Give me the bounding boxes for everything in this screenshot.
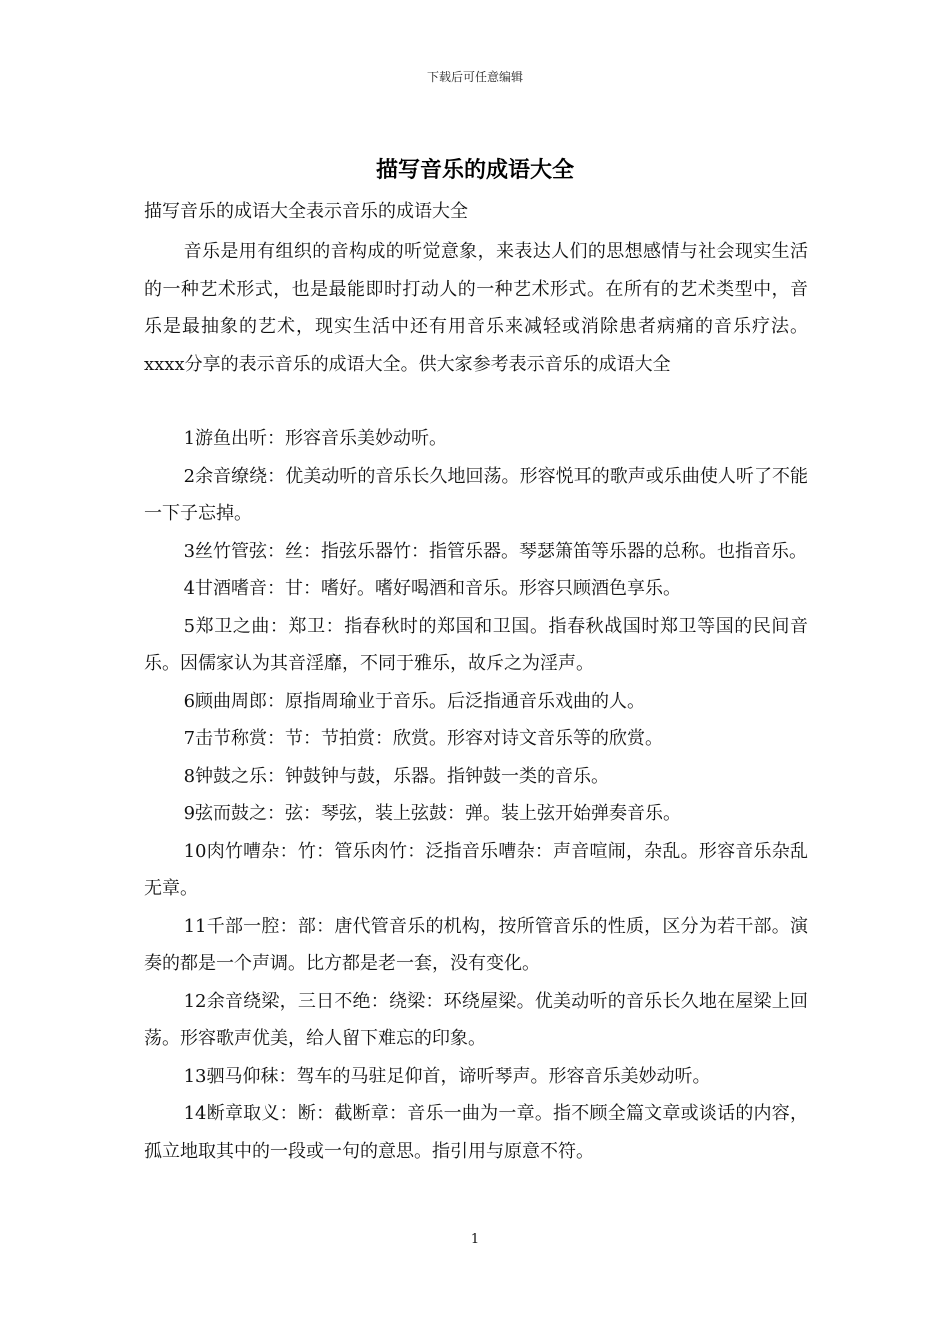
header-note: 下载后可任意编辑 [426,70,523,84]
intro-paragraph: 音乐是用有组织的音构成的听觉意象，来表达人们的思想感情与社会现实生活的一种艺术形式，也是最能即时打动人的一种艺术形式。在所有的艺术类型中，音乐是最抽象的艺术，现实生活中还有用音乐来减轻或消除患者病痛的音乐疗法。xxxx分享的表示音乐的成语大全。供大家参考表示音乐的成语大全 [144,241,808,375]
idiom-item: 1游鱼出听：形容音乐美妙动听。 [183,428,448,449]
idiom-item: 14断章取义：断：截断章：音乐一曲为一章。指不顾全篇文章或谈话的内容，孤立地取其中的一段或一句的意思。指引用与原意不符。 [144,1103,808,1162]
idiom-item: 5郑卫之曲：郑卫：指春秋时的郑国和卫国。指春秋战国时郑卫等国的民间音乐。因儒家认为其音淫靡，不同于雅乐，故斥之为淫声。 [144,615,808,674]
paragraph-gap [144,383,808,420]
idiom-item: 9弦而鼓之：弦：琴弦，装上弦鼓：弹。装上弦开始弹奏音乐。 [183,803,682,824]
idiom-item: 10肉竹嘈杂：竹：管乐肉竹：泛指音乐嘈杂：声音喧闹，杂乱。形容音乐杂乱无章。 [144,840,808,899]
idiom-item: 4甘酒嗜音：甘：嗜好。嗜好喝酒和音乐。形容只顾酒色享乐。 [183,578,682,599]
idiom-item: 13驷马仰秣：驾车的马驻足仰首，谛听琴声。形容音乐美妙动听。 [183,1065,711,1087]
idiom-item: 11千部一腔：部：唐代管音乐的机构，按所管音乐的性质，区分为若干部。演奏的都是一个声调。比方都是老一套，没有变化。 [144,915,808,974]
idiom-item: 6顾曲周郎：原指周瑜业于音乐。后泛指通音乐戏曲的人。 [183,690,646,712]
idiom-item: 2余音缭绕：优美动听的音乐长久地回荡。形容悦耳的歌声或乐曲使人听了不能一下子忘掉。 [144,465,808,524]
subtitle: 描写音乐的成语大全表示音乐的成语大全 [144,201,468,222]
idiom-item: 3丝竹管弦：丝：指弦乐器竹：指管乐器。琴瑟箫笛等乐器的总称。也指音乐。 [183,540,808,562]
idiom-item: 7击节称赏：节：节拍赏：欣赏。形容对诗文音乐等的欣赏。 [183,728,664,749]
idiom-item: 12余音绕梁，三日不绝：绕梁：环绕屋梁。优美动听的音乐长久地在屋梁上回荡。形容歌声优美，给人留下难忘的印象。 [144,990,808,1049]
page-number: 1 [470,1232,480,1247]
idiom-item: 8钟鼓之乐：钟鼓钟与鼓，乐器。指钟鼓一类的音乐。 [183,765,610,787]
page-title: 描写音乐的成语大全 [375,157,574,183]
document-body [144,233,808,1170]
